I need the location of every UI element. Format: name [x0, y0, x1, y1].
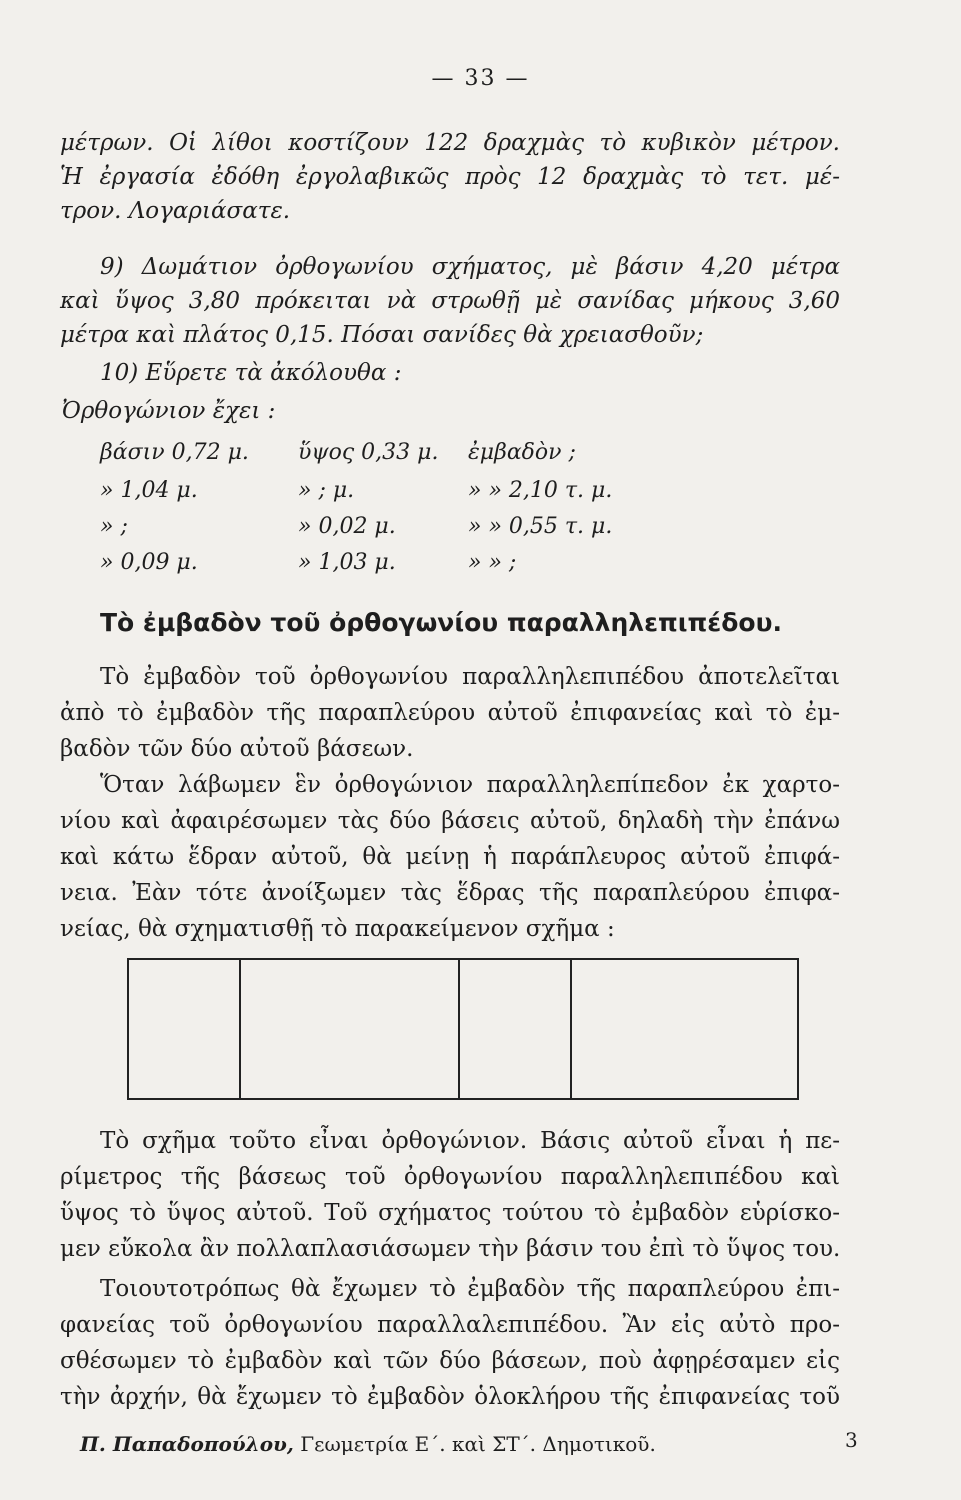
text-line: Ὀρθογώνιον ἔχει : — [62, 398, 276, 424]
text-line: νείας, θὰ σχηματισθῇ τὸ παρακείμενον σχῆμα : — [60, 916, 615, 942]
text-line: βαδὸν τῶν δύο αὐτοῦ βάσεων. — [60, 736, 414, 762]
diagram-face — [239, 958, 460, 1100]
page-number: — 33 — — [431, 66, 530, 91]
table-cell: ἐμβαδὸν ; — [468, 440, 576, 465]
table-cell: βάσιν 0,72 μ. — [100, 440, 249, 465]
table-cell: » 1,03 μ. — [298, 550, 396, 575]
table-cell: » » 0,55 τ. μ. — [468, 514, 613, 539]
text-line: μεν εὔκολα ἂν πολλαπλασιάσωμεν τὴν βάσιν του ἐπὶ τὸ ὕψος του. — [60, 1236, 841, 1262]
text-line: τρον. Λογαριάσατε. — [60, 198, 291, 224]
footer-author: Π. Παπαδοπούλου, — [80, 1432, 294, 1456]
diagram-face — [458, 958, 572, 1100]
text-line: σθέσωμεν τὸ ἐμβαδὸν καὶ τῶν δύο βάσεων, ποὺ ἀφῃρέσαμεν εἰς — [60, 1348, 840, 1374]
text-line: τὴν ἀρχήν, θὰ ἔχωμεν τὸ ἐμβαδὸν ὁλοκλήρου τῆς ἐπιφανείας τοῦ — [60, 1384, 840, 1410]
table-cell: » 0,09 μ. — [100, 550, 198, 575]
text-line: μέτρα καὶ πλάτος 0,15. Πόσαι σανίδες θὰ χρειασθοῦν; — [60, 322, 704, 348]
table-cell: ὕψος 0,33 μ. — [298, 440, 439, 465]
table-cell: » ; μ. — [298, 478, 355, 503]
text-line: νεια. Ἐὰν τότε ἀνοίξωμεν τὰς ἕδρας τῆς παραπλεύρου ἐπιφα- — [60, 880, 840, 906]
text-line: ὕψος τὸ ὕψος αὐτοῦ. Τοῦ σχήματος τούτου τὸ ἐμβαδὸν εὑρίσκο- — [60, 1200, 840, 1226]
footer-title: Γεωμετρία Ε΄. καὶ ΣΤ΄. Δημοτικοῦ. — [300, 1432, 656, 1456]
diagram-face — [570, 958, 799, 1100]
table-cell: » ; — [100, 514, 128, 539]
text-line: Τὸ σχῆμα τοῦτο εἶναι ὀρθογώνιον. Βάσις αὐτοῦ εἶναι ἡ πε- — [100, 1128, 840, 1154]
text-line: ρίμετρος τῆς βάσεως τοῦ ὀρθογωνίου παραλληλεπιπέδου καὶ — [60, 1164, 840, 1190]
unfolded-lateral-surface-diagram — [127, 958, 799, 1100]
exercise-9-line: 9) Δωμάτιον ὀρθογωνίου σχήματος, μὲ βάσιν 4,20 μέτρα — [100, 254, 840, 280]
table-cell: » » ; — [468, 550, 517, 575]
exercise-10-line: 10) Εὕρετε τὰ ἀκόλουθα : — [100, 360, 402, 386]
diagram-face — [127, 958, 241, 1100]
table-cell: » 0,02 μ. — [298, 514, 396, 539]
table-cell: » » 2,10 τ. μ. — [468, 478, 613, 503]
text-line: φανείας τοῦ ὀρθογωνίου παραλλαλεπιπέδου. Ἂν εἰς αὐτὸ προ- — [60, 1312, 840, 1338]
text-line: Ὅταν λάβωμεν ἓν ὀρθογώνιον παραλληλεπίπεδον ἐκ χαρτο- — [100, 772, 840, 798]
signature-mark: 3 — [845, 1428, 858, 1452]
section-heading: Τὸ ἐμβαδὸν τοῦ ὀρθογωνίου παραλληλεπιπέδου. — [100, 608, 782, 637]
text-line: καὶ κάτω ἕδραν αὐτοῦ, θὰ μείνῃ ἡ παράπλευρος αὐτοῦ ἐπιφά- — [60, 844, 840, 870]
text-line: καὶ ὕψος 3,80 πρόκειται νὰ στρωθῇ μὲ σανίδας μήκους 3,60 — [60, 288, 840, 314]
table-cell: » 1,04 μ. — [100, 478, 198, 503]
text-line: Τοιουτοτρόπως θὰ ἔχωμεν τὸ ἐμβαδὸν τῆς παραπλεύρου ἐπι- — [100, 1276, 840, 1302]
text-line: Τὸ ἐμβαδὸν τοῦ ὀρθογωνίου παραλληλεπιπέδου ἀποτελεῖται — [100, 664, 840, 690]
text-line: ἀπὸ τὸ ἐμβαδὸν τῆς παραπλεύρου αὐτοῦ ἐπιφανείας καὶ τὸ ἐμ- — [60, 700, 840, 726]
text-line: μέτρων. Οἱ λίθοι κοστίζουν 122 δραχμὰς τὸ κυβικὸν μέτρον. — [60, 130, 840, 156]
footer-line — [80, 1432, 860, 1456]
text-line: Ἡ ἐργασία ἐδόθη ἐργολαβικῶς πρὸς 12 δραχμὰς τὸ τετ. μέ- — [60, 164, 840, 190]
text-line: νίου καὶ ἀφαιρέσωμεν τὰς δύο βάσεις αὐτοῦ, δηλαδὴ τὴν ἐπάνω — [60, 808, 840, 834]
